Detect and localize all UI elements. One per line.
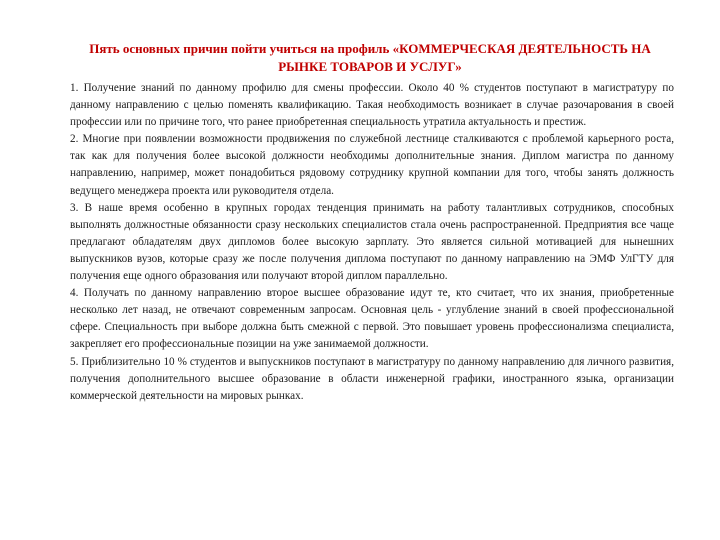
paragraph-number: 4.	[70, 287, 79, 300]
paragraph-4	[70, 285, 674, 353]
paragraph-text: Многие при появлении возможности продвижения по служебной лестнице сталкиваются с проблемой карьерного роста, так как для получения более высокой должности необходимы дополнительные знания. Диплом магистра по данному направлению, например, может понадобиться рядовому сотруднику крупной компании для того, чтобы занять должность ведущего менеджера проекта или руководителя отдела.	[70, 133, 674, 197]
paragraph-number: 3.	[70, 201, 79, 214]
paragraph-1	[70, 80, 674, 131]
paragraph-2	[70, 131, 674, 199]
paragraph-text: Приблизительно 10 % студентов и выпускников поступают в магистратуру по данному направлению для личного развития, получения дополнительного высшее образование в области инженерной графики, иностранного языка, организации коммерческой деятельности на мировых рынках.	[70, 355, 674, 402]
paragraph-number: 5.	[70, 355, 79, 368]
page-title: Пять основных причин пойти учиться на профиль «КОММЕРЧЕСКАЯ ДЕЯТЕЛЬНОСТЬ НА РЫНКЕ ТОВАРОВ И УСЛУГ»	[89, 41, 651, 74]
paragraph-number: 2.	[70, 133, 79, 146]
paragraph-3	[70, 200, 674, 285]
paragraph-text: В наше время особенно в крупных городах тенденция принимать на работу талантливых сотрудников, способных выполнять должностные обязанности сразу нескольких специалистов стала очень распространенной. Предприятия все чаще предлагают обладателям двух дипломов более высокую зарплату. Это является сильной мотивацией для нынешних выпускников вузов, которые сразу же после получения диплома поступают по данному направлению на ЭМФ УлГТУ для получения еще одного образования или получают второй диплом параллельно.	[70, 201, 674, 283]
paragraph-number: 1.	[70, 82, 79, 94]
paragraph-text: Получать по данному направлению второе высшее образование идут те, кто считает, что их знания, приобретенные несколько лет назад, не отвечают современным запросам. Основная цель - углубление знаний в своей профессиональной сфере. Специальность при выборе должна быть смежной с первой. Это повышает уровень профессионализма специалиста, закрепляет его профессиональные позиции на уже занимаемой должности.	[70, 287, 674, 351]
document-body	[70, 80, 674, 405]
paragraph-5	[70, 354, 674, 405]
paragraph-text: Получение знаний по данному профилю для смены профессии. Около 40 % студентов поступают в магистратуру по данному направлению с целью поменять квалификацию. Такая необходимость возникает в случае разочарования в своей профессии или по причине того, что ранее приобретенная специальность утратила актуальность и престиж.	[70, 82, 674, 129]
